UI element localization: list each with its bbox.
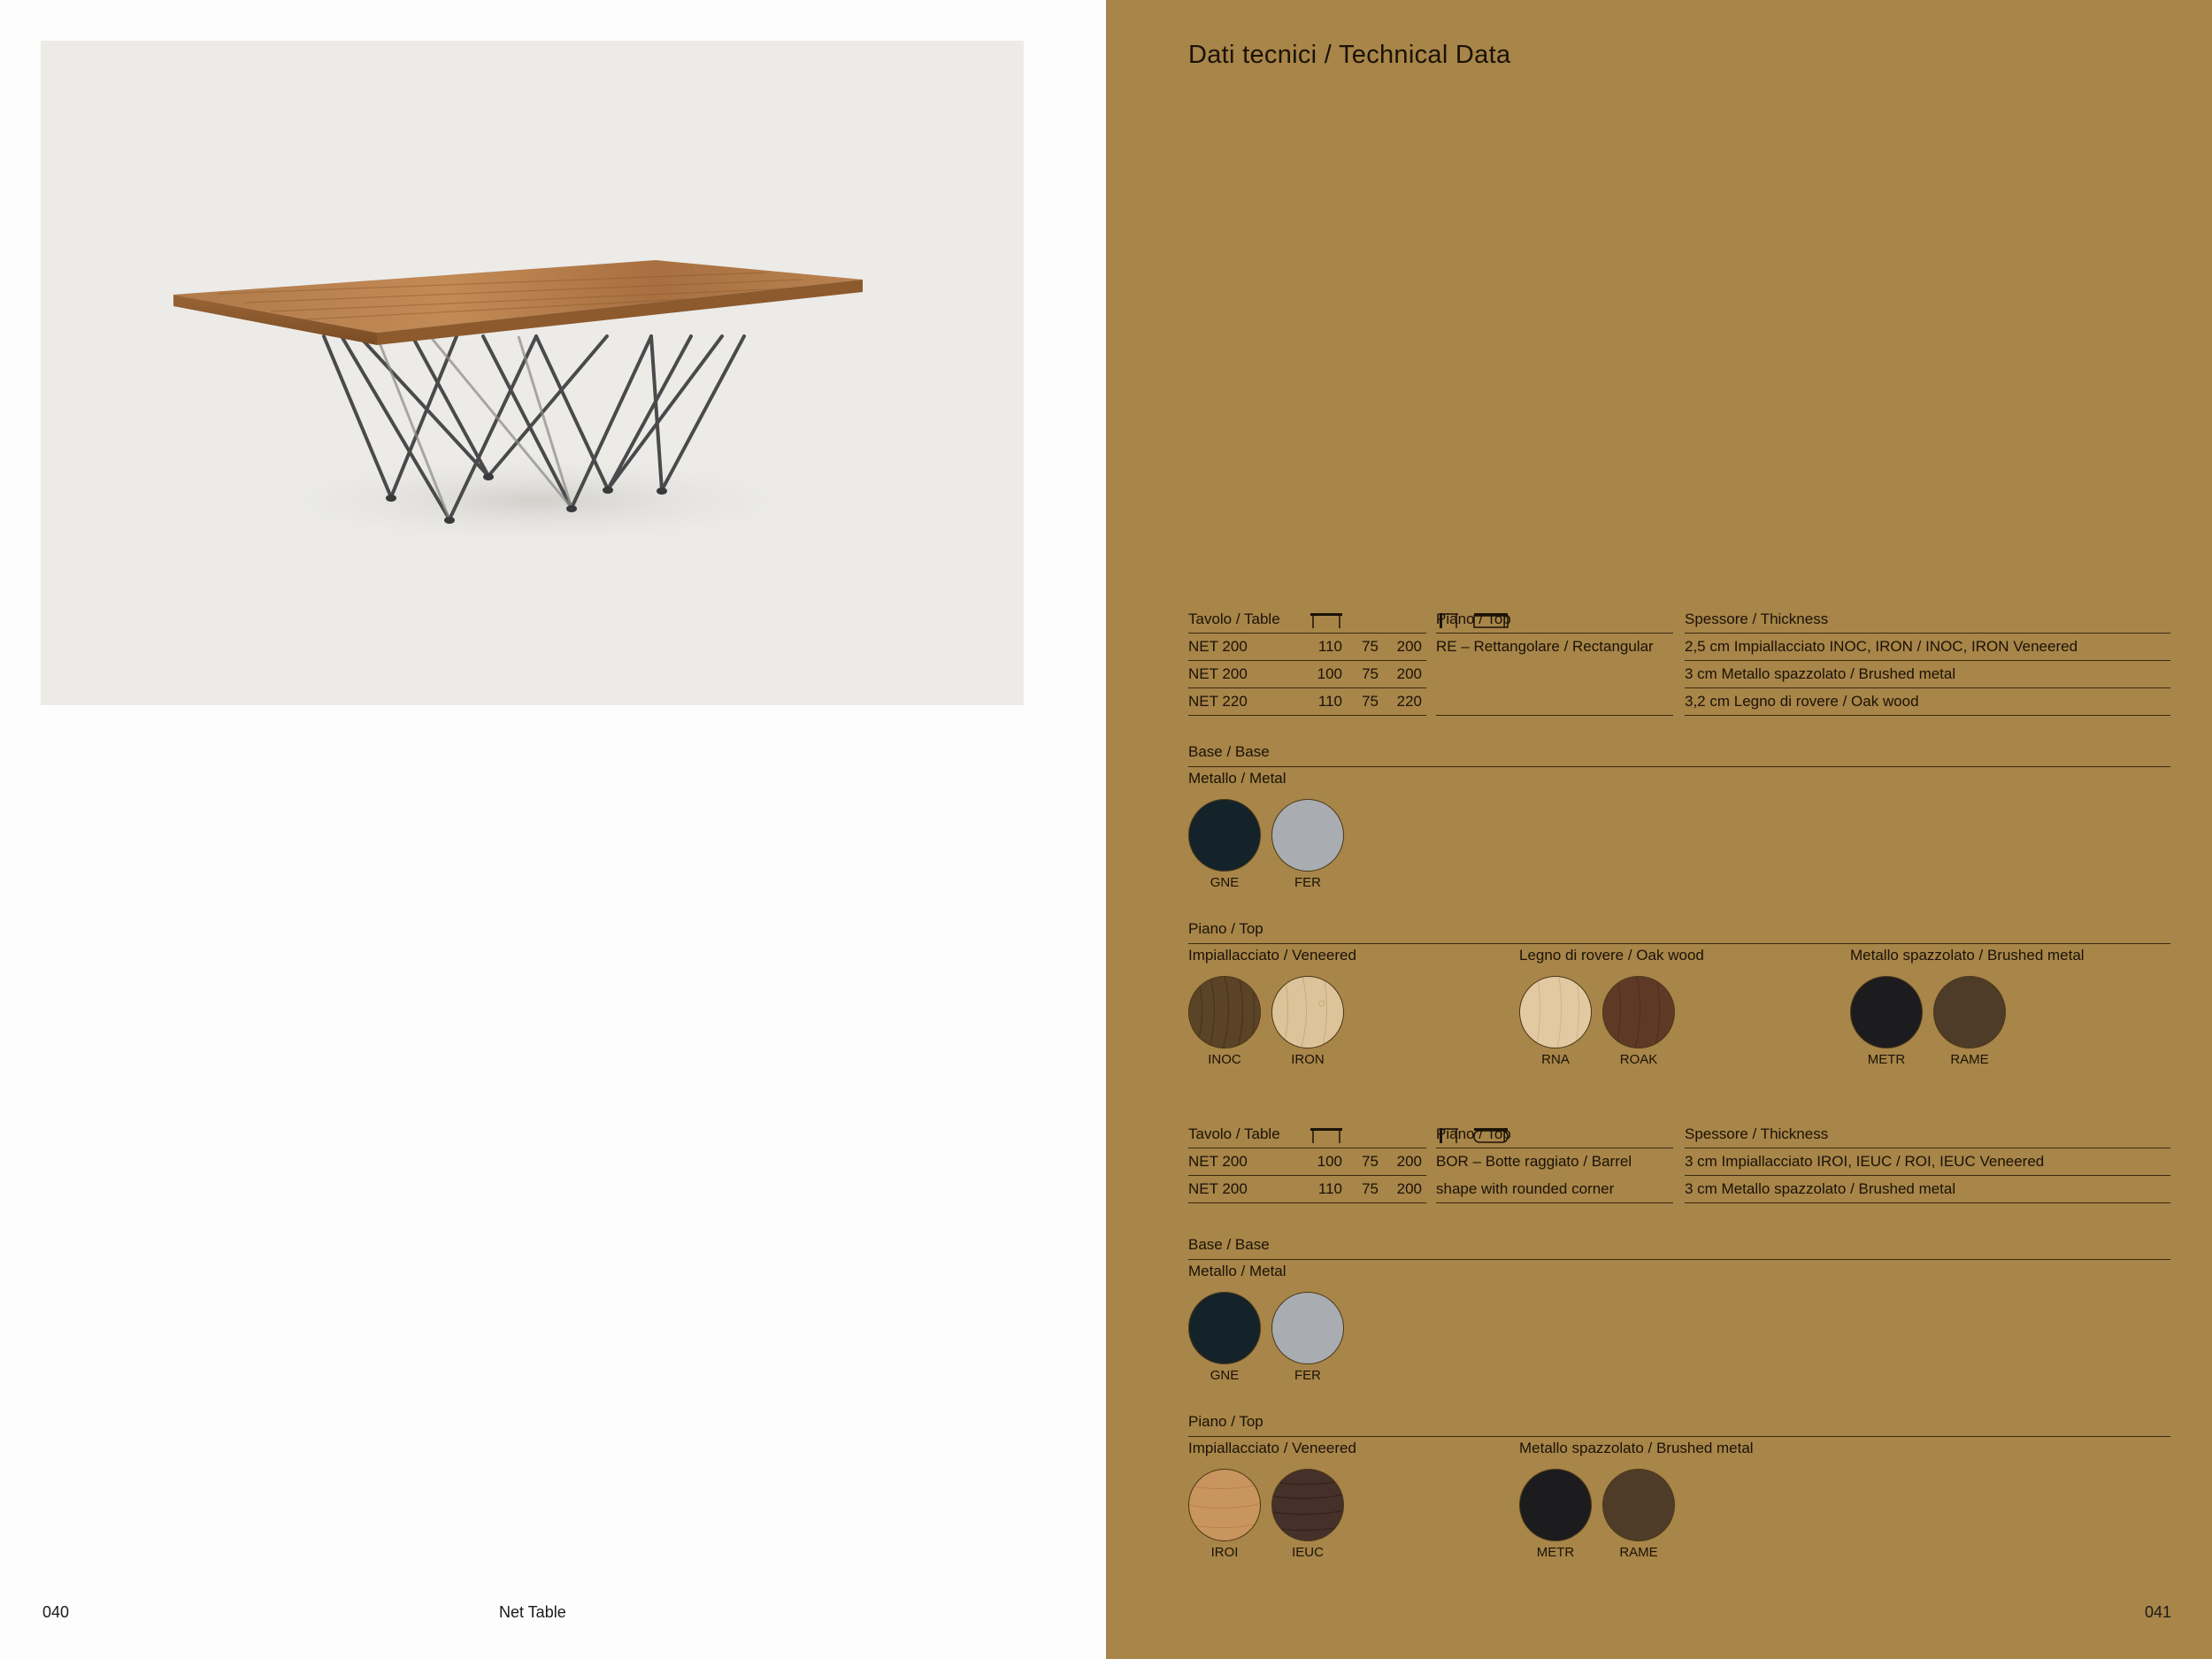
row-thickness: 3,2 cm Legno di rovere / Oak wood — [1685, 693, 1919, 710]
right-page — [1106, 0, 2212, 1659]
swatch-fer[interactable] — [1271, 799, 1344, 872]
swatch-gne[interactable] — [1188, 1292, 1261, 1364]
table-rule — [1188, 633, 1426, 634]
top-section-title: Piano / Top — [1188, 1413, 1263, 1430]
row-height: 75 — [1362, 1180, 1379, 1197]
page-number: 040 — [42, 1603, 70, 1621]
swatch-code: RNA — [1541, 1052, 1570, 1067]
row-top: shape with rounded corner — [1436, 1180, 1615, 1197]
wood-grain-texture — [1272, 977, 1344, 1048]
table-rule — [1685, 687, 2170, 688]
table-rule — [1685, 633, 2170, 634]
row-length: 200 — [1396, 1180, 1422, 1197]
width-dimension-icon — [1310, 1126, 1343, 1144]
table-row — [1188, 1175, 2170, 1202]
swatch-code: IRON — [1291, 1052, 1325, 1067]
swatch-inoc[interactable] — [1188, 976, 1261, 1048]
table-row — [1188, 633, 2170, 660]
table-rule — [1685, 1175, 2170, 1176]
swatch-rame[interactable] — [1602, 1469, 1675, 1541]
row-thickness: 3 cm Impiallacciato IROI, IEUC / ROI, IEUC Veneered — [1685, 1153, 2045, 1170]
oak-group-label: Legno di rovere / Oak wood — [1519, 947, 1704, 964]
table-rule — [1188, 715, 1426, 716]
veneered-group-label: Impiallacciato / Veneered — [1188, 947, 1356, 964]
table-rule — [1685, 715, 2170, 716]
swatch-code: FER — [1294, 875, 1321, 890]
header-model: Tavolo / Table — [1188, 611, 1280, 627]
table-rule — [1685, 660, 2170, 661]
row-width: 110 — [1317, 638, 1342, 655]
table-header-row — [1188, 605, 2170, 633]
top-section-title: Piano / Top — [1188, 920, 1263, 937]
swatch-code: RAME — [1619, 1545, 1658, 1560]
header-model: Tavolo / Table — [1188, 1125, 1280, 1142]
width-dimension-icon — [1310, 611, 1343, 629]
running-title: Net Table — [499, 1603, 566, 1621]
header-thickness: Spessore / Thickness — [1685, 1125, 1829, 1142]
section-rule — [1188, 1436, 2170, 1437]
swatch-code: IEUC — [1292, 1545, 1324, 1560]
brushed-metal-group-label: Metallo spazzolato / Brushed metal — [1850, 947, 2085, 964]
page-title: Dati tecnici / Technical Data — [1188, 41, 1511, 69]
row-height: 75 — [1362, 665, 1379, 682]
swatch-ieuc[interactable] — [1271, 1469, 1344, 1541]
swatch-metr[interactable] — [1519, 1469, 1592, 1541]
row-width: 110 — [1317, 1180, 1342, 1197]
wood-grain-texture — [1272, 1470, 1344, 1541]
swatch-code: GNE — [1210, 1368, 1240, 1383]
swatch-code: METR — [1536, 1545, 1575, 1560]
header-top: Piano / Top — [1436, 1125, 1511, 1142]
section-rule — [1188, 1259, 2170, 1260]
row-thickness: 3 cm Metallo spazzolato / Brushed metal — [1685, 665, 1956, 682]
row-height: 75 — [1362, 1153, 1379, 1170]
header-top: Piano / Top — [1436, 611, 1511, 627]
wood-grain-texture — [1603, 977, 1675, 1048]
table-rule — [1685, 1202, 2170, 1203]
row-model: NET 200 — [1188, 1153, 1248, 1170]
table-rule — [1436, 633, 1673, 634]
table-rule — [1188, 660, 1426, 661]
swatch-code: RAME — [1950, 1052, 1989, 1067]
base-section-title: Base / Base — [1188, 1236, 1270, 1253]
swatch-iron[interactable] — [1271, 976, 1344, 1048]
table-row — [1188, 1148, 2170, 1175]
row-height: 75 — [1362, 638, 1379, 655]
row-length: 200 — [1396, 638, 1422, 655]
table-rule — [1436, 715, 1673, 716]
base-section-title: Base / Base — [1188, 743, 1270, 760]
row-width: 100 — [1317, 665, 1342, 682]
row-width: 100 — [1317, 1153, 1342, 1170]
veneered-group-label: Impiallacciato / Veneered — [1188, 1440, 1356, 1456]
row-model: NET 220 — [1188, 693, 1248, 710]
table-rule — [1188, 1175, 1426, 1176]
table-rule — [1188, 1202, 1426, 1203]
swatch-rame[interactable] — [1933, 976, 2006, 1048]
base-group-label: Metallo / Metal — [1188, 1263, 1286, 1279]
row-width: 110 — [1317, 693, 1342, 710]
swatch-code: ROAK — [1619, 1052, 1658, 1067]
swatch-code: METR — [1867, 1052, 1906, 1067]
swatch-iroi[interactable] — [1188, 1469, 1261, 1541]
wood-grain-texture — [1189, 1470, 1261, 1541]
page-number: 041 — [2145, 1603, 2172, 1621]
swatch-code: IROI — [1210, 1545, 1239, 1560]
table-rule — [1188, 687, 1426, 688]
table-photo — [41, 41, 1024, 705]
swatch-code: INOC — [1208, 1052, 1241, 1067]
swatch-code: FER — [1294, 1368, 1321, 1383]
wood-grain-texture — [1189, 977, 1261, 1048]
row-model: NET 200 — [1188, 1180, 1248, 1197]
base-group-label: Metallo / Metal — [1188, 770, 1286, 787]
section-rule — [1188, 766, 2170, 767]
swatch-roak[interactable] — [1602, 976, 1675, 1048]
row-thickness: 2,5 cm Impiallacciato INOC, IRON / INOC, IRON Veneered — [1685, 638, 2078, 655]
row-model: NET 200 — [1188, 665, 1248, 682]
swatch-code: GNE — [1210, 875, 1240, 890]
swatch-metr[interactable] — [1850, 976, 1923, 1048]
brushed-metal-group-label: Metallo spazzolato / Brushed metal — [1519, 1440, 1754, 1456]
row-thickness: 3 cm Metallo spazzolato / Brushed metal — [1685, 1180, 1956, 1197]
table-row — [1188, 660, 2170, 687]
row-length: 220 — [1396, 693, 1422, 710]
swatch-rna[interactable] — [1519, 976, 1592, 1048]
wood-grain-texture — [1520, 977, 1592, 1048]
row-top: BOR – Botte raggiato / Barrel — [1436, 1153, 1632, 1170]
section-rule — [1188, 943, 2170, 944]
row-model: NET 200 — [1188, 638, 1248, 655]
table-header-row — [1188, 1120, 2170, 1148]
row-top: RE – Rettangolare / Rectangular — [1436, 638, 1654, 655]
table-rule — [1436, 1202, 1673, 1203]
row-height: 75 — [1362, 693, 1379, 710]
header-thickness: Spessore / Thickness — [1685, 611, 1829, 627]
row-length: 200 — [1396, 665, 1422, 682]
swatch-gne[interactable] — [1188, 799, 1261, 872]
table-row — [1188, 687, 2170, 715]
swatch-fer[interactable] — [1271, 1292, 1344, 1364]
row-length: 200 — [1396, 1153, 1422, 1170]
